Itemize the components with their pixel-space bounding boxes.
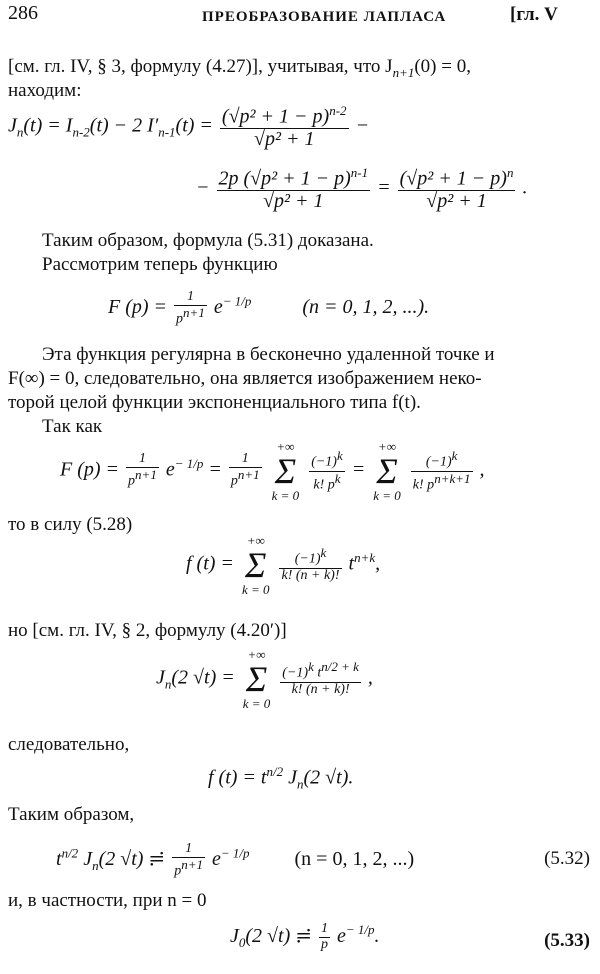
eq5-sum-bottom: k = 0	[241, 582, 270, 597]
eq7-rest2: (2 √t).	[303, 766, 354, 789]
eq9-fraction	[319, 922, 330, 952]
eq4-fraction-2	[229, 452, 262, 489]
eq2-fraction-2	[398, 166, 516, 212]
text-line-1-sub: n+1	[392, 64, 415, 80]
text-line-5: Эта функция регулярна в бесконечно удаленной точке и	[42, 344, 495, 365]
eq4-f1-num: 1	[126, 452, 159, 468]
eq4-sum2-bottom: k = 0	[373, 488, 401, 503]
eq4-f2-num: 1	[229, 452, 262, 468]
text-line-6: F(∞) = 0, следовательно, она является изображением неко-	[8, 368, 482, 389]
eq4-sum2-top: +∞	[378, 439, 397, 454]
eq6-sum	[243, 648, 271, 710]
eq1-mid3: (t) =	[175, 114, 213, 137]
eq4-fraction-3	[309, 449, 345, 493]
eq6-f-num-t-sup: n/2 + k	[321, 659, 359, 675]
eq7-text: f (t) = t	[208, 766, 267, 789]
eq5-f-num-sup: k	[320, 545, 327, 561]
eq6-f-num-sup: k	[308, 659, 314, 675]
eq4-e: e	[165, 458, 175, 481]
eq4-fraction-1	[126, 452, 159, 489]
eq4-f1-den-sup: n+1	[135, 467, 157, 483]
eq3-frac-den: p	[176, 311, 184, 327]
eq5-sum	[242, 534, 270, 596]
eq3-exp: e	[213, 296, 223, 319]
eq5-lhs: f (t) =	[186, 552, 234, 575]
eq4-sum-1	[272, 440, 300, 502]
eq4-f3-num: (−1)	[311, 454, 337, 470]
text-line-7: торой целой функции экспоненциального типа f(t).	[8, 392, 421, 413]
text-line-10: но [см. гл. IV, § 2, формулу (4.20′)]	[8, 620, 287, 641]
eq3-fraction	[174, 290, 207, 327]
eq1-frac-num: (√p² + 1 − p)	[221, 105, 330, 128]
eq1-mid2: (t) − 2 I′	[89, 114, 159, 137]
eq2-frac1-num-sup: n-1	[350, 165, 369, 180]
eq2-frac1-den: √p² + 1	[263, 189, 324, 212]
eq8-f-num: 1	[172, 842, 205, 858]
eq2-eq: =	[377, 176, 391, 199]
eq4-sum-bottom: k = 0	[271, 488, 300, 503]
eq8-fraction	[172, 842, 205, 879]
equation-9-tag: (5.33)	[544, 930, 590, 951]
eq5-f-num: (−1)	[294, 552, 321, 568]
eq8-J-sub: n	[92, 858, 99, 874]
eq4-lhs: F (p) =	[60, 458, 120, 481]
text-line-1-tail: (0) = 0,	[414, 56, 471, 77]
eq8-e-sup: − 1/p	[220, 845, 250, 861]
eq9-e-sup: − 1/p	[345, 922, 375, 938]
eq9-f-num: 1	[321, 921, 329, 936]
eq4-f3-num-sup: k	[336, 448, 343, 464]
eq4-f2-den: p	[230, 473, 238, 489]
eq6-sum-sigma: Σ	[245, 659, 268, 699]
eq6-f-num: (−1)	[282, 666, 309, 682]
eq7-rest-sub: n	[297, 776, 304, 792]
equation-4	[60, 440, 485, 502]
eq4-eq1: =	[208, 458, 222, 481]
eq6-f-num-t: t	[317, 666, 322, 682]
eq2-fraction-1	[217, 166, 371, 212]
eq1-fraction	[220, 104, 349, 150]
running-title: ПРЕОБРАЗОВАНИЕ ЛАПЛАСА	[202, 9, 447, 25]
eq4-sum2-sigma: Σ	[376, 451, 398, 491]
eq4-sum-2	[373, 440, 401, 502]
eq5-fraction	[279, 546, 341, 583]
eq4-sum-top: +∞	[276, 439, 295, 454]
eq6-sum-bottom: k = 0	[242, 696, 271, 711]
eq2-lead: −	[196, 176, 210, 199]
text-line-2: находим:	[8, 80, 82, 101]
eq1-frac-den: √p² + 1	[254, 127, 315, 150]
eq9-end: .	[374, 924, 380, 947]
eq8-mid: (2 √t) ≓	[98, 848, 166, 871]
equation-3	[108, 290, 429, 327]
eq4-sum-sigma: Σ	[274, 451, 297, 491]
eq4-f4-num-sup: k	[451, 448, 458, 464]
eq5-f-den: k! (n + k)!	[281, 567, 340, 583]
eq4-f4-den-sup: n+k+1	[434, 470, 471, 486]
equation-1	[8, 104, 369, 150]
text-line-1-main: [см. гл. IV, § 3, формулу (4.27)], учитывая, что J	[8, 56, 393, 77]
page-number: 286	[8, 2, 38, 24]
equation-7	[208, 764, 353, 793]
eq5-sum-sigma: Σ	[245, 545, 267, 585]
eq8-f-den-sup: n+1	[181, 856, 203, 872]
eq7-sup: n/2	[266, 764, 284, 779]
eq5-end: ,	[375, 552, 381, 575]
chapter-label: [гл. V	[510, 4, 558, 25]
eq4-fraction-4	[411, 449, 473, 493]
eq6-end: ,	[367, 666, 373, 689]
eq6-sum-top: +∞	[247, 647, 266, 662]
text-line-8: Так как	[42, 416, 103, 437]
equation-6	[156, 648, 373, 710]
eq4-f4-den: k! p	[412, 477, 435, 493]
eq8-e: e	[211, 848, 221, 871]
eq5-t: t	[348, 552, 355, 575]
eq9-f-den: p	[321, 936, 329, 952]
eq2-frac2-den: √p² + 1	[426, 189, 487, 212]
eq2-end: .	[522, 176, 528, 199]
eq3-frac-num: 1	[174, 290, 207, 306]
eq4-eq2: =	[351, 458, 366, 481]
text-line-13: и, в частности, при n = 0	[8, 890, 207, 911]
eq1-frac-num-sup: n-2	[329, 103, 347, 118]
text-line-12: Таким образом,	[8, 804, 135, 825]
eq5-t-sup: n+k	[354, 549, 376, 565]
eq1-mid: (t) = I	[23, 114, 73, 137]
eq3-lhs: F (p) =	[108, 296, 168, 319]
eq3-exp-sup: − 1/p	[222, 293, 252, 309]
eq8-t: t	[56, 848, 62, 871]
eq1-tail: −	[355, 114, 370, 137]
eq8-condition: (n = 0, 1, 2, ...)	[294, 848, 415, 871]
eq4-f1-den: p	[128, 473, 136, 489]
text-line-3: Таким образом, формула (5.31) доказана.	[42, 230, 374, 251]
equation-8-tag: (5.32)	[544, 848, 590, 869]
text-line-9: то в силу (5.28)	[8, 514, 133, 535]
eq9-J: J	[230, 924, 239, 947]
eq6-lhs: J	[156, 666, 165, 689]
eq2-frac1-num: 2p (√p² + 1 − p)	[218, 167, 351, 190]
eq4-f3-den-sup: k	[334, 470, 341, 486]
text-line-4: Рассмотрим теперь функцию	[42, 254, 278, 275]
eq6-f-den: k! (n + k)!	[291, 681, 350, 697]
equation-2	[196, 166, 527, 212]
eq5-sum-top: +∞	[246, 533, 265, 548]
eq3-frac-den-sup: n+1	[183, 304, 205, 320]
eq8-t-sup: n/2	[61, 845, 79, 861]
eq6-fraction	[280, 660, 361, 697]
eq1-sub1: n-2	[72, 124, 90, 140]
eq4-f2-den-sup: n+1	[237, 467, 260, 483]
eq7-rest: J	[288, 766, 298, 789]
equation-5	[186, 534, 380, 596]
eq4-e-sup: − 1/p	[174, 455, 204, 471]
eq2-frac2-num: (√p² + 1 − p)	[399, 167, 507, 190]
eq9-J-sub: 0	[238, 934, 246, 950]
eq4-end: ,	[479, 458, 485, 481]
eq9-e: e	[337, 924, 346, 947]
eq4-f4-num: (−1)	[425, 454, 452, 470]
eq6-lhs-sub: n	[164, 676, 172, 692]
eq3-condition: (n = 0, 1, 2, ...).	[302, 296, 430, 319]
equation-9	[230, 922, 380, 952]
eq1-lhs-sub: n	[16, 124, 24, 140]
eq4-f3-den: k! p	[313, 477, 335, 493]
eq8-J: J	[83, 848, 93, 871]
eq1-lhs: J	[8, 114, 17, 137]
eq6-lhs2: (2 √t) =	[171, 666, 235, 689]
text-line-11: следовательно,	[8, 734, 130, 755]
eq9-mid: (2 √t) ≓	[245, 924, 313, 947]
equation-8	[56, 842, 414, 879]
eq1-sub2: n-1	[158, 124, 176, 140]
eq2-frac2-num-sup: n	[506, 165, 514, 180]
eq8-f-den: p	[174, 863, 182, 879]
